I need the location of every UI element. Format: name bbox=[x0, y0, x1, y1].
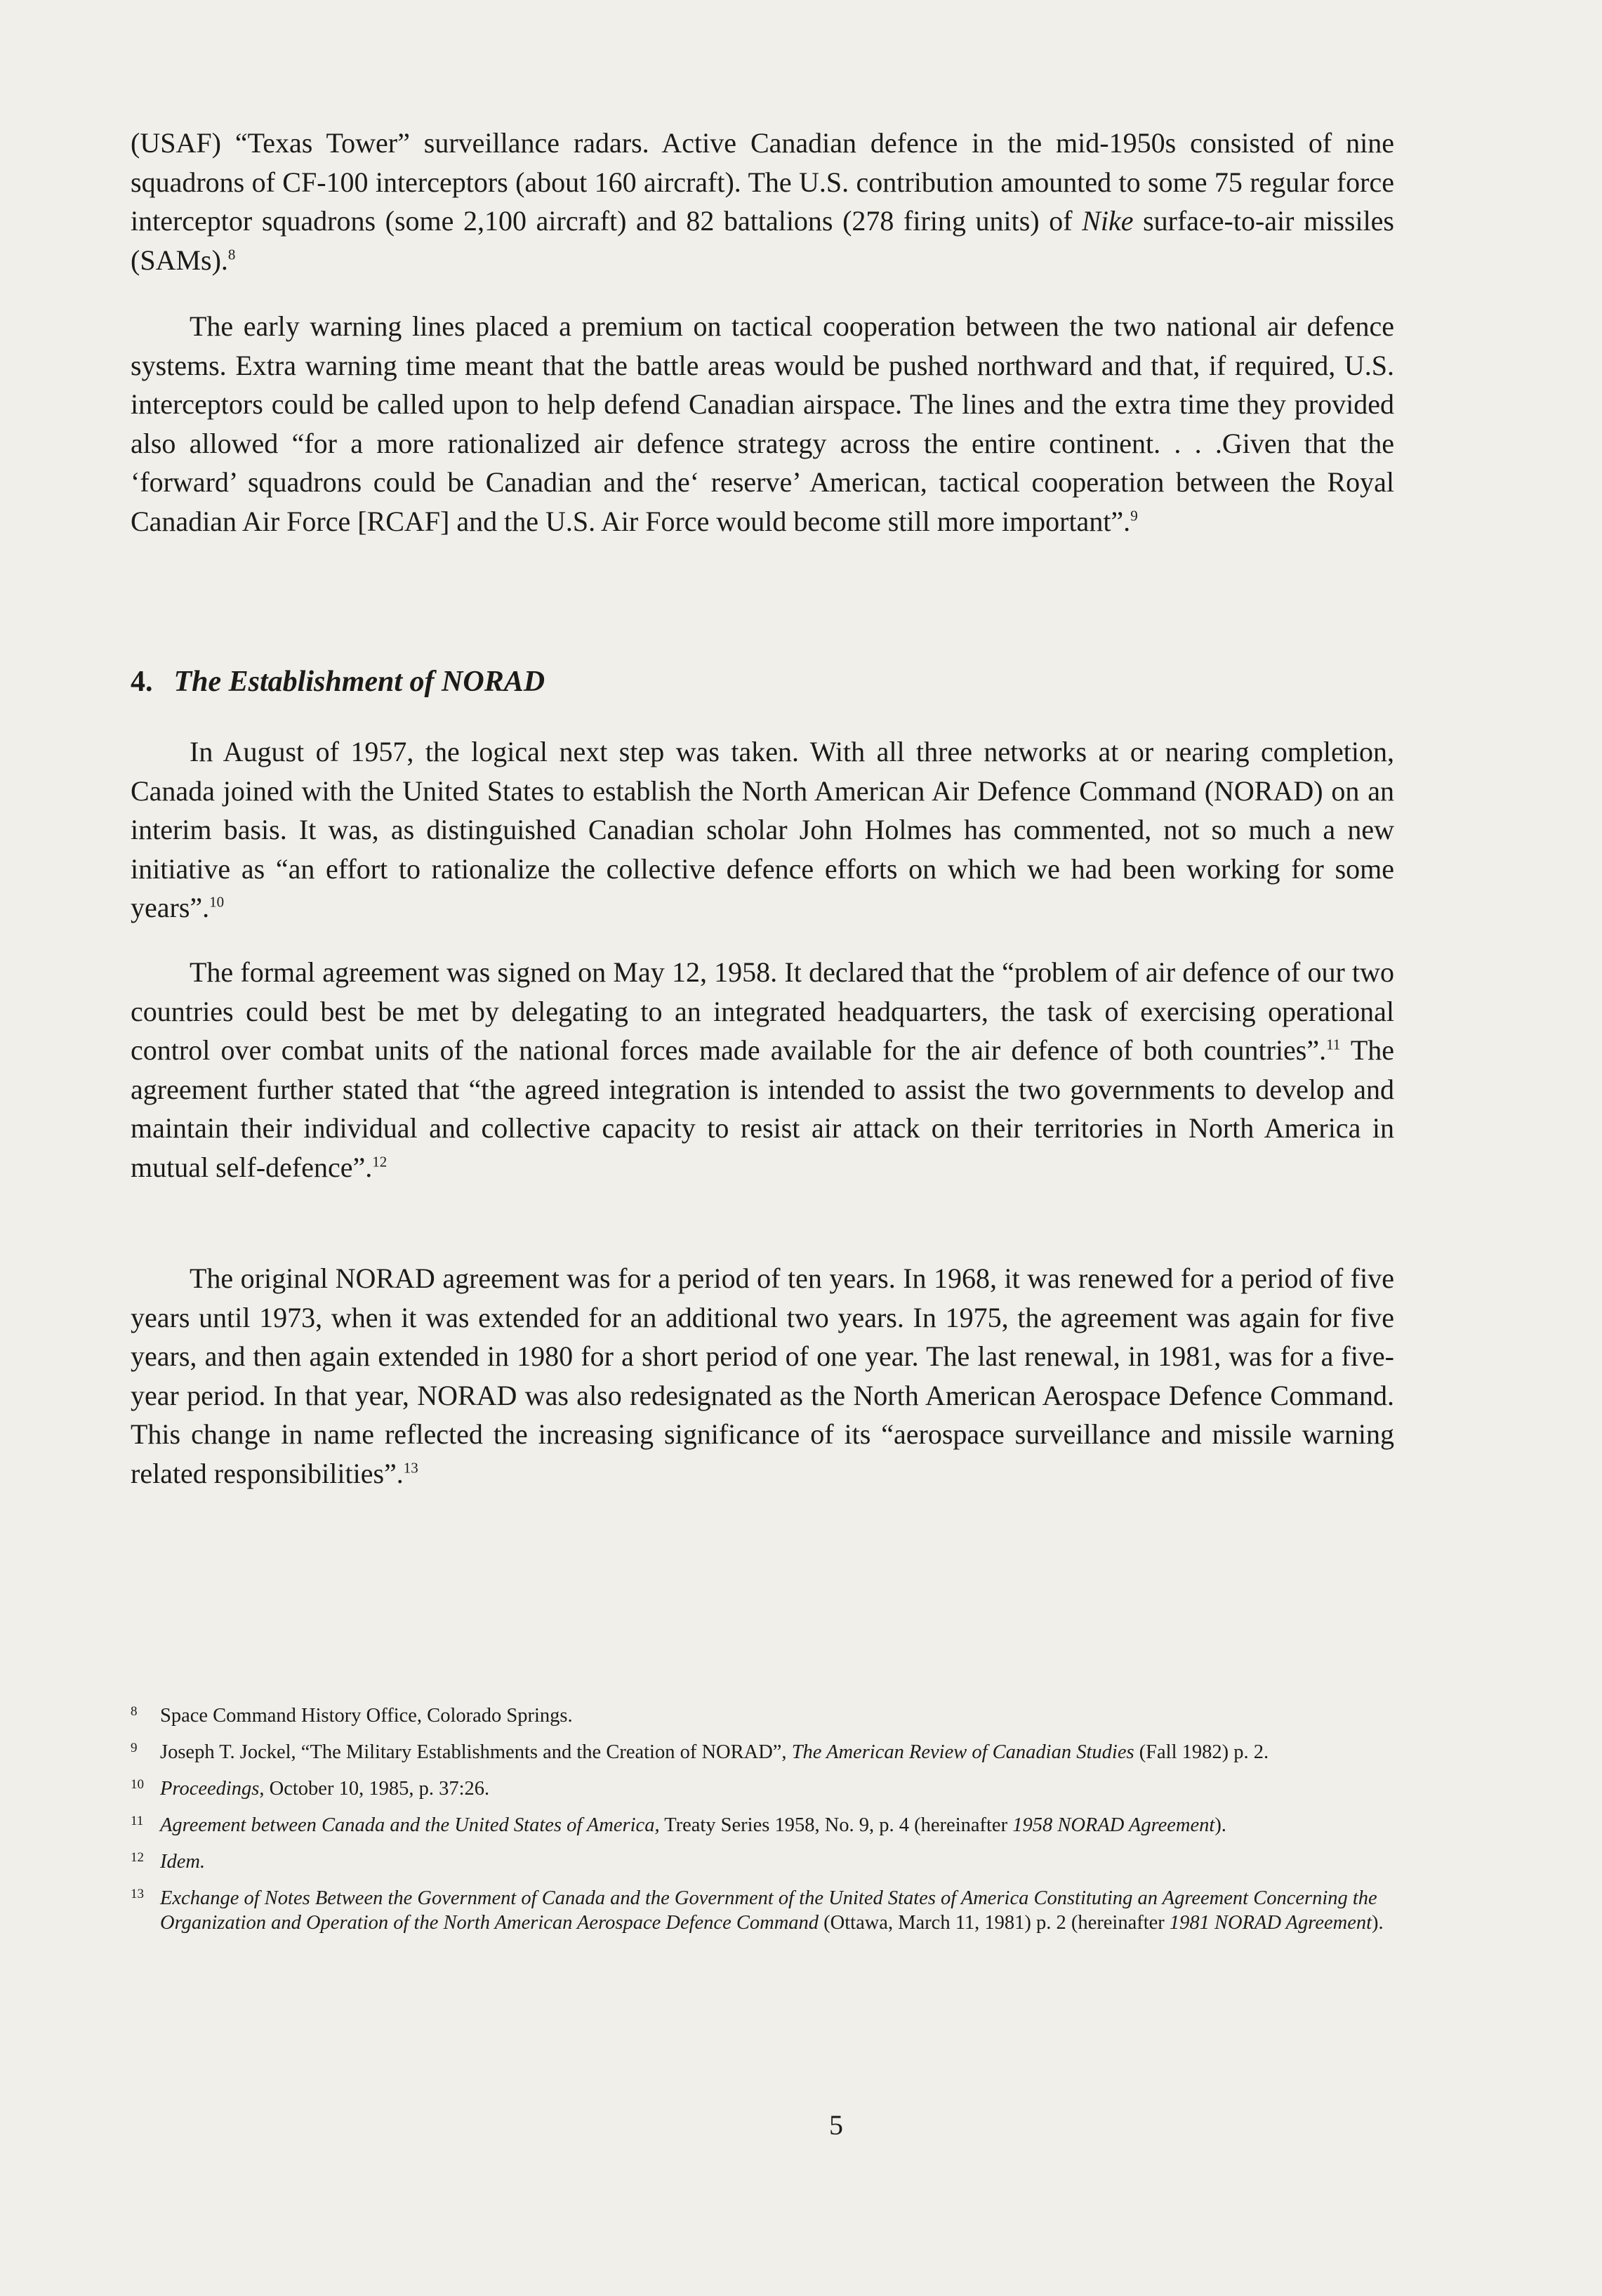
paragraph-1 bbox=[131, 124, 1394, 279]
footnote-mark: 8 bbox=[131, 1704, 138, 1719]
paragraph-4-text: The formal agreement was signed on May 12, 1958. It declared that the “problem of air defence of our two countries could best be met by delegating to an integrated headquarters, the task of exercising operational control over combat units of the national forces made available for the air defence of both countries”. bbox=[131, 956, 1394, 1066]
footnote-mark: 10 bbox=[131, 1777, 144, 1792]
footnote-ref-8: 8 bbox=[227, 246, 236, 263]
footnote-text: (Ottawa, March 11, 1981) p. 2 (hereinafter bbox=[819, 1912, 1170, 1934]
page-number: 5 bbox=[829, 2109, 843, 2141]
footnote-13 bbox=[131, 1886, 1401, 1935]
section-title: The Establishment of NORAD bbox=[173, 666, 545, 698]
footnote-text: Joseph T. Jockel, “The Military Establishments and the Creation of NORAD”, bbox=[160, 1741, 792, 1763]
agreement-short-title: 1981 NORAD Agreement bbox=[1169, 1912, 1372, 1934]
journal-title: The American Review of Canadian Studies bbox=[791, 1741, 1134, 1763]
footnote-mark: 12 bbox=[131, 1850, 144, 1865]
footnote-11 bbox=[131, 1813, 1401, 1838]
footnote-text: ). bbox=[1214, 1814, 1226, 1836]
nike-italic: Nike bbox=[1082, 205, 1134, 237]
paragraph-2-text: The early warning lines placed a premium on tactical cooperation between the two national air defence systems. Extra warning time meant that the battle areas would be pushed northward and that, if required, U.S. interceptors could be called upon to help defend Canadian airspace. The lines and the extra time they provided also allowed “for a more rationalized air defence strategy across the entire continent. . . .Given that the ‘forward’ squadrons could be Canadian and the‘ reserve’ American, tactical cooperation between the Royal Canadian Air Force [RCAF] and the U.S. Air Force would become still more important”. bbox=[131, 310, 1394, 537]
footnote-text: Space Command History Office, Colorado Springs. bbox=[160, 1705, 573, 1727]
section-heading bbox=[131, 665, 545, 699]
paragraph-5 bbox=[131, 1259, 1394, 1493]
footnote-text: ). bbox=[1372, 1912, 1384, 1934]
footnote-ref-9: 9 bbox=[1130, 507, 1138, 524]
paragraph-1-tail: surface-to-air missiles (SAMs). bbox=[131, 205, 1394, 276]
agreement-title: Agreement between Canada and the United States of America, bbox=[160, 1814, 660, 1836]
footnote-ref-11: 11 bbox=[1326, 1036, 1341, 1053]
paragraph-4-text-2: The agreement further stated that “the agreed integration is intended to assist the two governments to develop and maintain their individual and collective capacity to resist air attack on their territories in North America in mutual self-defence”. bbox=[131, 1034, 1395, 1183]
footnote-mark: 13 bbox=[131, 1887, 144, 1901]
footnote-8 bbox=[131, 1703, 1401, 1728]
footnotes bbox=[131, 1703, 1401, 1947]
paragraph-4 bbox=[131, 953, 1394, 1187]
paragraph-3-text: In August of 1957, the logical next step was taken. With all three networks at or nearing completion, Canada joined with the United States to establish the North American Air Defence Command (NORAD) on an interim basis. It was, as distinguished Canadian scholar John Holmes has commented, not so much a new initiative as “an effort to rationalize the collective defence efforts on which we had been working for some years”. bbox=[131, 736, 1394, 923]
publication-title: Proceedings bbox=[160, 1778, 260, 1800]
footnote-9 bbox=[131, 1740, 1401, 1764]
footnote-text: , October 10, 1985, p. 37:26. bbox=[259, 1778, 490, 1800]
footnote-mark: 9 bbox=[131, 1741, 138, 1755]
footnote-mark: 11 bbox=[131, 1814, 144, 1828]
paragraph-2 bbox=[131, 307, 1394, 541]
paragraph-3 bbox=[131, 732, 1394, 928]
footnote-ref-12: 12 bbox=[372, 1153, 388, 1170]
footnote-10 bbox=[131, 1776, 1401, 1801]
paragraph-5-text: The original NORAD agreement was for a period of ten years. In 1968, it was renewed for a period of five years until 1973, when it was extended for an additional two years. In 1975, the agreement was again for five years, and then again extended in 1980 for a short period of one year. The last renewal, in 1981, was for a five-year period. In that year, NORAD was also redesignated as the North American Aerospace Defence Command. This change in name reflected the increasing significance of its “aerospace surveillance and missile warning related responsibilities”. bbox=[131, 1262, 1394, 1489]
footnote-text: (Fall 1982) p. 2. bbox=[1134, 1741, 1269, 1763]
footnote-text: Idem. bbox=[160, 1851, 206, 1873]
footnote-text: Treaty Series 1958, No. 9, p. 4 (hereinafter bbox=[659, 1814, 1013, 1836]
agreement-short-title: 1958 NORAD Agreement bbox=[1012, 1814, 1215, 1836]
exchange-title: Exchange of Notes Between the Government of Canada and the Government of the United States of America Constituting an Agreement Concerning the Organization and Operation of the North American Aerospace Defence Command bbox=[160, 1887, 1377, 1934]
footnote-ref-10: 10 bbox=[209, 893, 225, 911]
footnote-12 bbox=[131, 1849, 1401, 1874]
paragraph-1-text: (USAF) “Texas Tower” surveillance radars. Active Canadian defence in the mid-1950s consisted of nine squadrons of CF-100 interceptors (about 160 aircraft). The U.S. contribution amounted to some 75 regular force interceptor squadrons (some 2,100 aircraft) and 82 battalions (278 firing units) of bbox=[131, 127, 1394, 237]
footnote-ref-13: 13 bbox=[403, 1459, 418, 1477]
section-number: 4. bbox=[131, 666, 153, 698]
